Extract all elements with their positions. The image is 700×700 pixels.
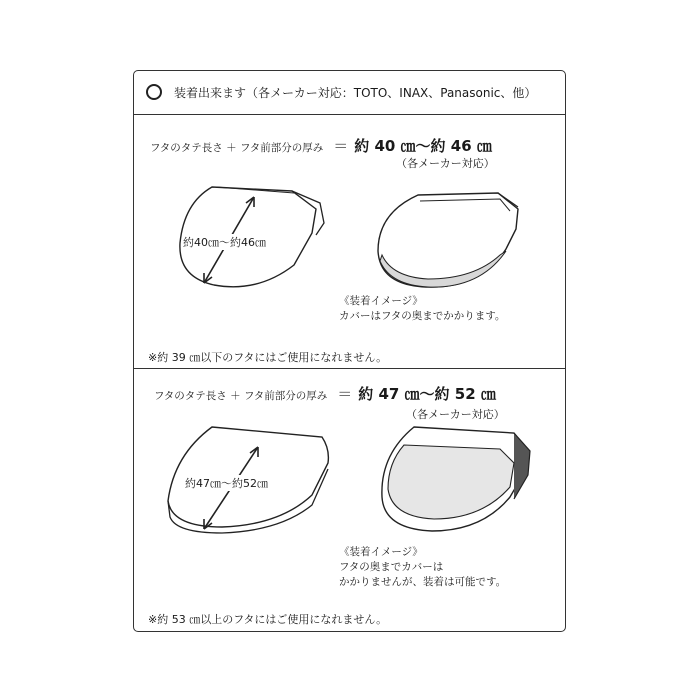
section1-size-range: 約 40 ㎝〜約 46 ㎝ <box>354 137 492 155</box>
info-panel <box>133 70 566 632</box>
section1-warning: ※約 39 ㎝以下のフタにはご使用になれません。 <box>148 351 388 364</box>
section1-note-title: 《装着イメージ》 <box>339 295 423 307</box>
compatibility-header: 装着出来ます（各メーカー対応：TOTO、INAX、Panasonic、他） <box>174 86 537 100</box>
section2-size-label-row <box>154 383 496 404</box>
section2-cover-partial-illustration <box>374 423 544 541</box>
section2-note-line2: かかりませんが、装着は可能です。 <box>339 576 507 588</box>
section2-warning: ※約 53 ㎝以上のフタにはご使用になれません。 <box>148 613 388 626</box>
section1-size-label: フタのタテ長さ ＋ フタ前部分の厚み <box>150 142 324 154</box>
section2-equals: ＝ <box>337 385 353 403</box>
section1-equals: ＝ <box>333 137 349 155</box>
section-divider <box>134 368 565 369</box>
section1-dimension-label: 約40㎝〜約46㎝ <box>183 236 266 249</box>
section1-size-label-row <box>150 135 492 156</box>
section1-maker-note: （各メーカー対応） <box>396 157 495 170</box>
section2-size-label: フタのタテ長さ ＋ フタ前部分の厚み <box>154 390 328 402</box>
section2-dimension-label: 約47㎝〜約52㎝ <box>185 477 268 490</box>
header-row <box>134 71 565 115</box>
section2-maker-note: （各メーカー対応） <box>406 408 505 421</box>
section1-cover-fitted-illustration <box>370 189 530 294</box>
section1-image-note <box>339 294 505 324</box>
circle-ok-icon <box>146 84 162 100</box>
section1-note-body: カバーはフタの奥までかかります。 <box>339 310 506 322</box>
section2-image-note <box>339 545 506 590</box>
section2-note-line1: フタの奥までカバーは <box>339 561 444 573</box>
section2-size-range: 約 47 ㎝〜約 52 ㎝ <box>358 385 496 403</box>
section2-note-title: 《装着イメージ》 <box>339 546 423 558</box>
